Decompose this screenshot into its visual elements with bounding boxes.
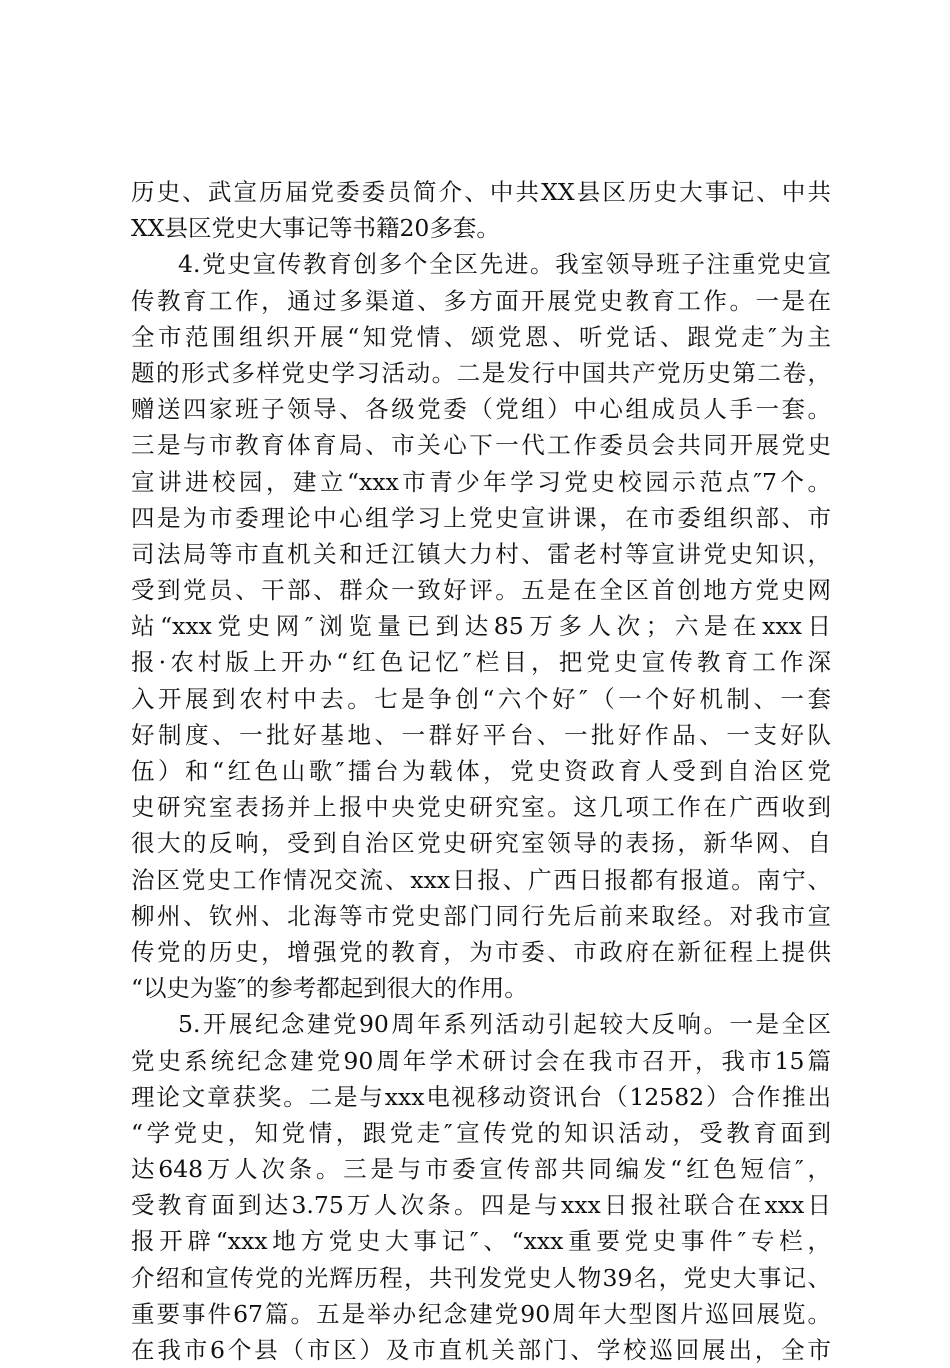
text-line: 史研究室表扬并上报中央党史研究室。这几项工作在广西收到	[131, 793, 831, 822]
text-line: 传党的历史，增强党的教育，为市委、市政府在新征程上提供	[131, 937, 831, 966]
text-line: 司法局等市直机关和迁江镇大力村、雷老村等宣讲党史知识，	[131, 539, 831, 568]
text-line: 伍）和“红色山歌″擂台为载体，党史资政育人受到自治区党	[131, 757, 831, 785]
text-line: 传教育工作，通过多渠道、多方面开展党史教育工作。一是在	[131, 286, 831, 315]
text-line: “以史为鉴″的参考都起到很大的作用。	[131, 974, 528, 1003]
text-line: 题的形式多样党史学习活动。二是发行中国共产党历史第二卷，	[131, 358, 831, 387]
text-line: 宣讲进校园，建立“xxx市青少年学习党史校园示范点″7个。	[131, 467, 831, 496]
document-body	[131, 174, 831, 1368]
text-line: 入开展到农村中去。七是争创“六个好″（一个好机制、一套	[131, 684, 831, 713]
text-line: 很大的反响，受到自治区党史研究室领导的表扬，新华网、自	[131, 829, 831, 858]
text-line: 介绍和宣传党的光辉历程，共刊发党史人物39名，党史大事记、	[131, 1263, 831, 1292]
text-line: 站“xxx党史网″浏览量已到达85万多人次；六是在xxx日	[131, 612, 831, 641]
paragraph-first-line: 4.党史宣传教育创多个全区先进。我室领导班子注重党史宣	[178, 250, 831, 279]
text-line: 四是为市委理论中心组学习上党史宣讲课，在市委组织部、市	[131, 503, 831, 532]
text-line: “学党史，知党情，跟党走″宣传党的知识活动，受教育面到	[131, 1118, 831, 1147]
text-line: 柳州、钦州、北海等市党史部门同行先后前来取经。对我市宣	[131, 901, 831, 930]
text-line: 理论文章获奖。二是与xxx电视移动资讯台（12582）合作推出	[131, 1082, 831, 1111]
text-line: 重要事件67篇。五是举办纪念建党90周年大型图片巡回展览。	[131, 1299, 831, 1328]
text-line: XX县区党史大事记等书籍20多套。	[131, 214, 500, 243]
text-line: 受教育面到达3.75万人次条。四是与xxx日报社联合在xxx日	[131, 1191, 831, 1220]
text-line: 报·农村版上开办“红色记忆″栏目，把党史宣传教育工作深	[131, 648, 831, 677]
text-line: 全市范围组织开展“知党情、颂党恩、听党话、跟党走″为主	[131, 322, 831, 351]
text-line: 报开辟“xxx地方党史大事记″、“xxx重要党史事件″专栏，	[131, 1227, 831, 1256]
text-line: 历史、武宣历届党委委员简介、中共XX县区历史大事记、中共	[131, 178, 831, 206]
text-line: 受到党员、干部、群众一致好评。五是在全区首创地方党史网	[131, 576, 831, 605]
text-line: 在我市6个县（市区）及市直机关部门、学校巡回展出，全市	[131, 1336, 831, 1364]
text-line: 治区党史工作情况交流、xxx日报、广西日报都有报道。南宁、	[131, 865, 831, 894]
text-line: 赠送四家班子领导、各级党委（党组）中心组成员人手一套。	[131, 395, 831, 424]
text-line: 达648万人次条。三是与市委宣传部共同编发“红色短信″，	[131, 1155, 831, 1184]
text-line: 党史系统纪念建党90周年学术研讨会在我市召开，我市15篇	[131, 1046, 831, 1075]
paragraph-first-line: 5.开展纪念建党90周年系列活动引起较大反响。一是全区	[178, 1010, 831, 1039]
text-line: 三是与市教育体育局、市关心下一代工作委员会共同开展党史	[131, 431, 831, 460]
text-line: 好制度、一批好基地、一群好平台、一批好作品、一支好队	[131, 720, 831, 749]
